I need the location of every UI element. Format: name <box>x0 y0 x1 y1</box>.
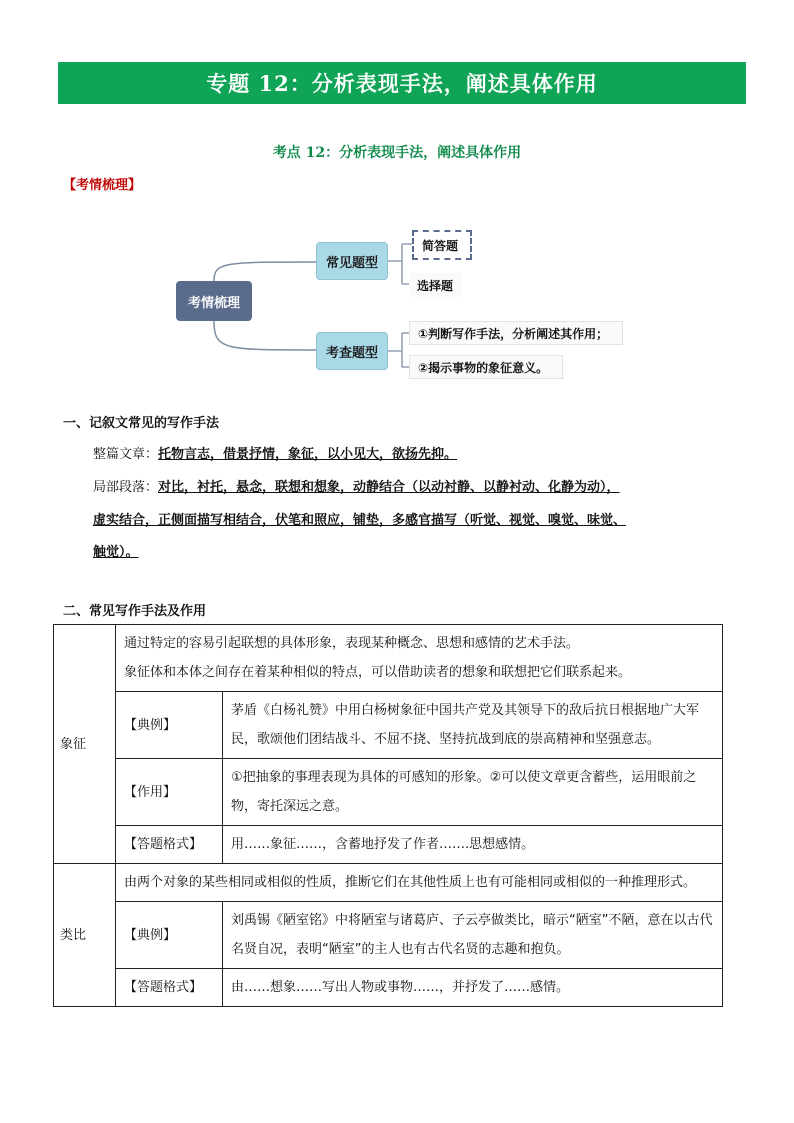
table-row <box>54 759 723 826</box>
local-text-techniques-1: 对比，衬托，悬念，联想和想象，动静结合（以动衬静、以静衬动、化静为动）， <box>158 480 620 495</box>
analogy-definition: 由两个对象的某些相同或相似的性质，推断它们在其他性质上也有可能相同或相似的一种推理形式。 <box>116 864 723 902</box>
symbolism-example-label: 【典例】 <box>116 692 223 759</box>
page-banner-title: 专题 12：分析表现手法，阐述具体作用 <box>58 62 746 104</box>
connector-root-branch1 <box>214 262 316 281</box>
symbolism-definition <box>116 625 723 692</box>
local-text-line2 <box>93 509 626 528</box>
analogy-format-label: 【答题格式】 <box>116 969 223 1007</box>
technique-name-symbolism: 象征 <box>54 625 116 864</box>
local-text-line1 <box>93 476 620 495</box>
local-text-line3 <box>93 541 139 560</box>
subtitle: 考点 12：分析表现手法，阐述具体作用 <box>272 145 522 161</box>
mindmap-leaf-judge-technique: ①判断写作手法，分析阐述其作用； <box>409 321 623 345</box>
mindmap-leaf-short-answer: 简答题 <box>412 230 472 260</box>
local-text-techniques-2: 虚实结合，正侧面描写相结合，伏笔和照应，铺垫，多感官描写（听觉、视觉、嗅觉、味觉、 <box>93 513 627 528</box>
symbolism-example: 茅盾《白杨礼赞》中用白杨树象征中国共产党及其领导下的敌后抗日根据地广大军民，歌颂他们团结战斗、不屈不挠、坚持抗战到底的崇高精神和坚强意志。 <box>223 692 723 759</box>
analogy-example: 刘禹锡《陋室铭》中将陋室与诸葛庐、子云亭做类比，暗示“陋室”不陋，意在以古代名贤自况，表明“陋室”的主人也有古代名贤的志趣和抱负。 <box>223 902 723 969</box>
whole-text-label: 整篇文章： <box>93 447 159 462</box>
table-row <box>54 692 723 759</box>
symbolism-format-label: 【答题格式】 <box>116 826 223 864</box>
whole-text-techniques: 托物言志，借景抒情，象征，以小见大，欲扬先抑。 <box>158 447 458 462</box>
table-row <box>54 864 723 902</box>
section1-heading: 一、记叙文常见的写作手法 <box>63 416 220 431</box>
table-row <box>54 969 723 1007</box>
mindmap-root: 考情梳理 <box>176 281 252 321</box>
symbolism-definition-1: 通过特定的容易引起联想的具体形象，表现某种概念、思想和感情的艺术手法。 <box>124 636 580 651</box>
symbolism-function: ①把抽象的事理表现为具体的可感知的形象。②可以使文章更含蓄些，运用眼前之物，寄托深远之意。 <box>223 759 723 826</box>
analogy-example-label: 【典例】 <box>116 902 223 969</box>
mindmap-leaf-symbolic-meaning: ②揭示事物的象征意义。 <box>409 355 563 379</box>
techniques-table <box>53 624 723 1007</box>
mindmap-branch-common-types: 常见题型 <box>316 242 388 280</box>
local-text-label: 局部段落： <box>93 480 159 495</box>
mindmap-leaf-multiple-choice: 选择题 <box>409 273 461 297</box>
symbolism-definition-2: 象征体和本体之间存在着某种相似的特点，可以借助读者的想象和联想把它们联系起来。 <box>124 665 632 680</box>
connector-root-branch2 <box>214 321 316 350</box>
table-row <box>54 625 723 692</box>
section2-heading: 二、常见写作手法及作用 <box>63 604 207 619</box>
table-row <box>54 826 723 864</box>
local-text-techniques-3: 触觉）。 <box>93 545 139 560</box>
mindmap-branch-exam-types: 考查题型 <box>316 332 388 370</box>
connector-branch2-leaves <box>388 333 409 367</box>
symbolism-function-label: 【作用】 <box>116 759 223 826</box>
analogy-format: 由……想象……写出人物或事物……，并抒发了……感情。 <box>223 969 723 1007</box>
table-row <box>54 902 723 969</box>
technique-name-analogy: 类比 <box>54 864 116 1007</box>
section-tag: 【考情梳理】 <box>63 178 142 193</box>
symbolism-format: 用……象征……，含蓄地抒发了作者…….思想感情。 <box>223 826 723 864</box>
whole-text-line <box>93 443 457 462</box>
mindmap-connectors <box>0 0 794 400</box>
